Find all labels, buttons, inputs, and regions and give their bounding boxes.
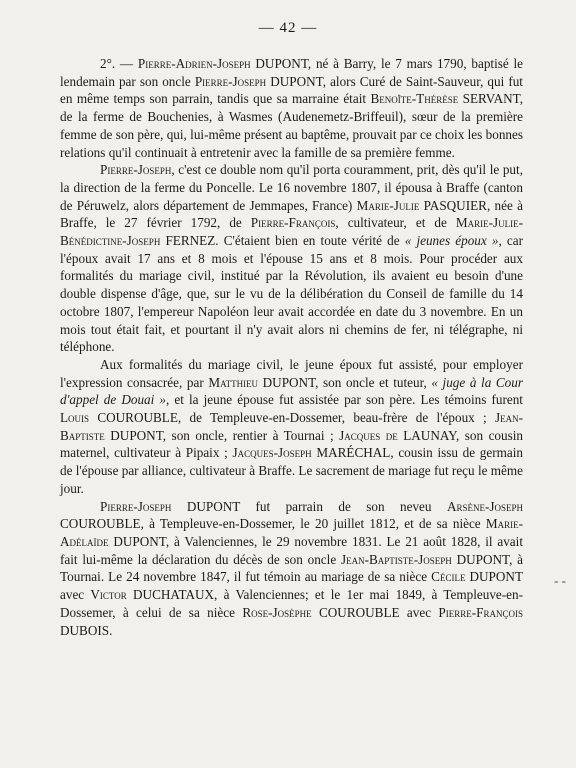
text-run: DUPONT, à Valenciennes, le 29 novembre 1831. Le 21 août 1828, il avait fait lui-même la déclaration du décès de son oncle [60, 533, 523, 567]
text-run: COUROUBLE, à Templeuve-en-Dossemer, le 20 juillet 1812, et de sa nièce [60, 516, 486, 532]
text-run: COUROUBLE avec [311, 604, 439, 620]
name-smallcaps: Matthieu [208, 374, 259, 390]
text-run: , car l'époux avait 17 ans et 8 mois et l'épouse 15 ans et 8 mois. Pour procéder aux formalités du mariage civil, institué par la Révolution, ils avaient eu besoin d'une double dispense d'âge, que, sur le vu de la délibération du Conseil de famille du 14 octobre 1807, l'empereur Napoléon leur avait accordée en date du 3 novembre. En un mois tout était fait, et pourtant il n'y avait alors ni chemins de fer, ni télégraphe, ni téléphone. [60, 233, 523, 355]
quoted-italic: « jeunes époux » [404, 233, 499, 249]
name-smallcaps: Marie-Julie [356, 197, 420, 213]
text-run: MARÉCHAL, cousin issu de germain de l'épouse par alliance, cultivateur à Braffe. Le sacrement de mariage fut reçu le même jour. [60, 445, 523, 496]
text-run: DUPONT, à Tournai. Le 24 novembre 1847, il fut témoin au mariage de sa nièce [60, 551, 524, 585]
stray-mark: - - [554, 573, 566, 588]
text-run: , c'est ce double nom qu'il porta couramment, prit, dès qu'il le put, la direction de la ferme du Poncelle. Le 16 novembre 1807, il épousa à Braffe (canton de Péruwelz, alors département de Jemmapes, France) [60, 162, 523, 213]
text-run: COUROUBLE, de Templeuve-en-Dossemer, beau-frère de l'époux ; [89, 410, 495, 426]
name-smallcaps: Pierre-Adrien-Joseph [137, 56, 251, 71]
text-run: Aux formalités du mariage civil, le jeune époux fut assisté, pour employer l'expression consacrée, par [60, 356, 523, 390]
name-smallcaps: Marie-Julie-Bénédictine-Joseph [60, 215, 523, 249]
name-smallcaps: Pierre-François [438, 604, 523, 620]
quoted-italic: « juge à la Cour d'appel de Douai » [60, 374, 523, 408]
name-smallcaps: Pierre-Joseph [100, 162, 172, 178]
name-smallcaps: Louis [60, 410, 90, 426]
name-smallcaps: Rose-Josèphe [242, 604, 312, 620]
text-run: DUBOIS. [60, 622, 113, 638]
text-run: FERNEZ. C'étaient bien en toute vérité de [160, 233, 405, 249]
name-smallcaps: Arsène-Joseph [446, 498, 523, 514]
text-run: PASQUIER, née à Braffe, le 27 février 1792, de [60, 197, 523, 231]
paragraph [60, 498, 523, 640]
text-run: , et la jeune épouse fut assistée par son père. Les témoins furent [166, 392, 523, 408]
name-smallcaps: Jean-Baptiste-Joseph [340, 551, 452, 567]
text-run: DUPONT, son oncle, rentier à Tournai ; [104, 427, 340, 443]
name-smallcaps: Victor [90, 587, 127, 603]
text-run: DUPONT avec [60, 569, 523, 603]
text-run: SERVANT, de la ferme de Bouchenies, à Wasmes (Audenemetz-Briffeuil), sœur de la première femme de son père, qui, lui-même présent au baptême, prouvait par ce choix les bonnes relations qu'il continuait à entretenir avec la famille de sa première femme. [60, 91, 523, 160]
paragraph [60, 55, 523, 161]
name-smallcaps: Pierre-François [250, 215, 336, 231]
text-run: , cultivateur, et de [335, 215, 456, 231]
name-smallcaps: Benoîte-Thérèse [370, 91, 459, 107]
page-number: — 42 — [258, 20, 318, 36]
text-run: DUPONT, alors Curé de Saint-Sauveur, qui fut en même temps son parrain, tandis que sa marraine était [60, 73, 523, 107]
body-text [60, 55, 523, 639]
name-smallcaps: Jean-Baptiste [60, 410, 523, 443]
name-smallcaps: Jacques-Joseph [232, 445, 312, 461]
name-smallcaps: Cécile [431, 569, 466, 585]
name-smallcaps: Marie-Adélaïde [60, 516, 523, 549]
text-run: LAUNAY, son cousin maternel, cultivateur à Pipaix ; [60, 427, 523, 461]
name-smallcaps: Pierre-Joseph [100, 498, 172, 514]
text-run: DUPONT, né à Barry, le 7 mars 1790, baptisé le lendemain par son oncle [60, 56, 523, 89]
text-run: DUCHATAUX, à Valenciennes; et le 1er mai 1849, à Templeuve-en-Dossemer, à celui de sa nièce [60, 587, 523, 620]
text-run: DUPONT fut parrain de son neveu [171, 498, 447, 514]
text-run: DUPONT, son oncle et tuteur, [258, 374, 432, 390]
paragraph [60, 161, 523, 356]
name-smallcaps: Pierre-Joseph [194, 73, 267, 89]
name-smallcaps: Jacques de [339, 427, 398, 443]
paragraph [60, 356, 523, 498]
text-run: 2°. — [100, 56, 138, 71]
